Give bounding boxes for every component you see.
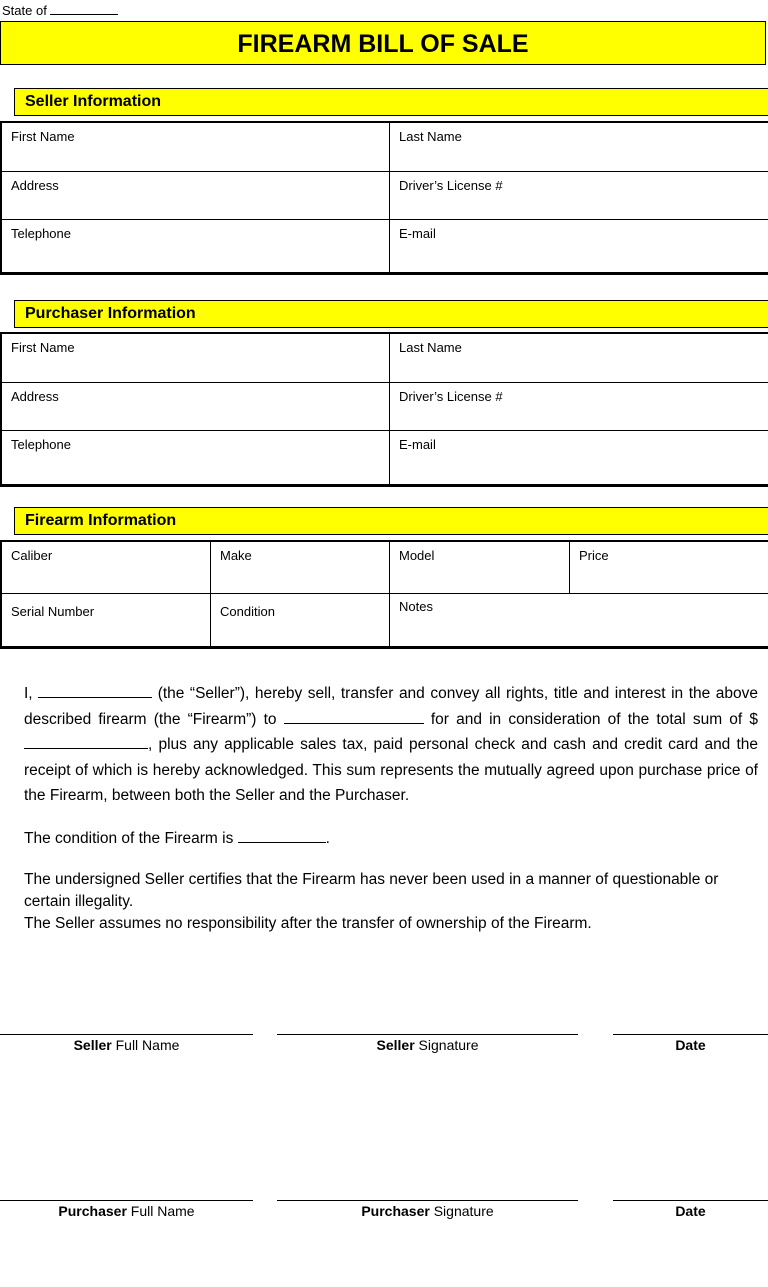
firearm-condition-field[interactable]: Condition xyxy=(210,594,389,646)
condition-period: . xyxy=(325,830,330,847)
seller-full-name-line[interactable] xyxy=(0,1034,253,1053)
sale-amount-blank[interactable] xyxy=(24,734,148,749)
responsibility-line: The Seller assumes no responsibility after the transfer of ownership of the Firearm. xyxy=(24,915,592,932)
firearm-make-field[interactable]: Make xyxy=(210,542,389,593)
condition-statement xyxy=(24,828,758,848)
purchaser-info-table xyxy=(0,332,768,487)
seller-telephone-field[interactable]: Telephone xyxy=(11,226,71,241)
document-title: FIREARM BILL OF SALE xyxy=(0,21,766,65)
seller-first-name-field[interactable]: First Name xyxy=(11,129,75,144)
sale-text-1: I, xyxy=(24,685,33,702)
firearm-info-table xyxy=(0,540,768,649)
state-blank[interactable] xyxy=(50,3,118,15)
seller-sig-label: Signature xyxy=(418,1037,479,1053)
purchaser-email-field[interactable]: E-mail xyxy=(389,431,768,484)
sale-text-3: for and in consideration of the total sum of $ xyxy=(430,710,759,728)
condition-blank[interactable] xyxy=(238,828,326,843)
firearm-serial-field[interactable]: Serial Number xyxy=(11,604,95,619)
purchaser-signature-line[interactable] xyxy=(277,1200,578,1219)
purchaser-date-line[interactable] xyxy=(613,1200,768,1219)
purchaser-name-label-bold: Purchaser xyxy=(58,1203,127,1219)
sale-text-4: , plus any applicable sales tax, paid personal check and cash and credit card and the receipt of which is hereby acknowledged. This sum represents the mutually agreed upon purchase price of the Firearm, between both the Seller and the Purchaser. xyxy=(24,736,758,804)
purchaser-date-label: Date xyxy=(675,1203,706,1219)
purchaser-sig-label: Signature xyxy=(433,1203,494,1219)
purchaser-last-name-field[interactable]: Last Name xyxy=(389,334,768,382)
seller-info-table xyxy=(0,121,768,275)
purchaser-license-field[interactable]: Driver’s License # xyxy=(389,383,768,430)
purchaser-name-blank[interactable] xyxy=(284,709,424,724)
seller-email-field[interactable]: E-mail xyxy=(389,220,768,272)
sale-statement xyxy=(24,681,758,809)
state-label: State of xyxy=(2,3,47,18)
seller-address-field[interactable]: Address xyxy=(11,178,59,193)
purchaser-address-field[interactable]: Address xyxy=(11,389,59,404)
firearm-notes-field[interactable]: Notes xyxy=(389,594,768,646)
firearm-model-field[interactable]: Model xyxy=(389,542,569,593)
purchaser-section-header: Purchaser Information xyxy=(14,300,768,328)
seller-date-label: Date xyxy=(675,1037,706,1053)
seller-license-field[interactable]: Driver’s License # xyxy=(389,172,768,219)
seller-sig-label-bold: Seller xyxy=(376,1037,415,1053)
purchaser-name-label: Full Name xyxy=(130,1203,195,1219)
seller-name-label-bold: Seller xyxy=(73,1037,112,1053)
firearm-price-field[interactable]: Price xyxy=(569,542,768,593)
firearm-caliber-field[interactable]: Caliber xyxy=(11,548,53,563)
purchaser-first-name-field[interactable]: First Name xyxy=(11,340,75,355)
seller-signature-line[interactable] xyxy=(277,1034,578,1053)
certification-line: The undersigned Seller certifies that the Firearm has never been used in a manner of questionable or certain illegality. xyxy=(24,871,719,910)
seller-section-header: Seller Information xyxy=(14,88,768,116)
firearm-section-header: Firearm Information xyxy=(14,507,768,535)
state-field[interactable] xyxy=(2,3,118,18)
sale-text-2: (the “Seller”), hereby sell, transfer and convey all rights, title and interest in the above described firearm (the “Firearm”) to xyxy=(24,685,758,728)
seller-name-blank[interactable] xyxy=(38,683,152,698)
seller-date-line[interactable] xyxy=(613,1034,768,1053)
seller-last-name-field[interactable]: Last Name xyxy=(389,123,768,171)
seller-name-label: Full Name xyxy=(115,1037,180,1053)
condition-text: The condition of the Firearm is xyxy=(24,830,234,847)
purchaser-full-name-line[interactable] xyxy=(0,1200,253,1219)
certification-statement xyxy=(24,869,758,935)
purchaser-sig-label-bold: Purchaser xyxy=(361,1203,430,1219)
purchaser-telephone-field[interactable]: Telephone xyxy=(11,437,71,452)
